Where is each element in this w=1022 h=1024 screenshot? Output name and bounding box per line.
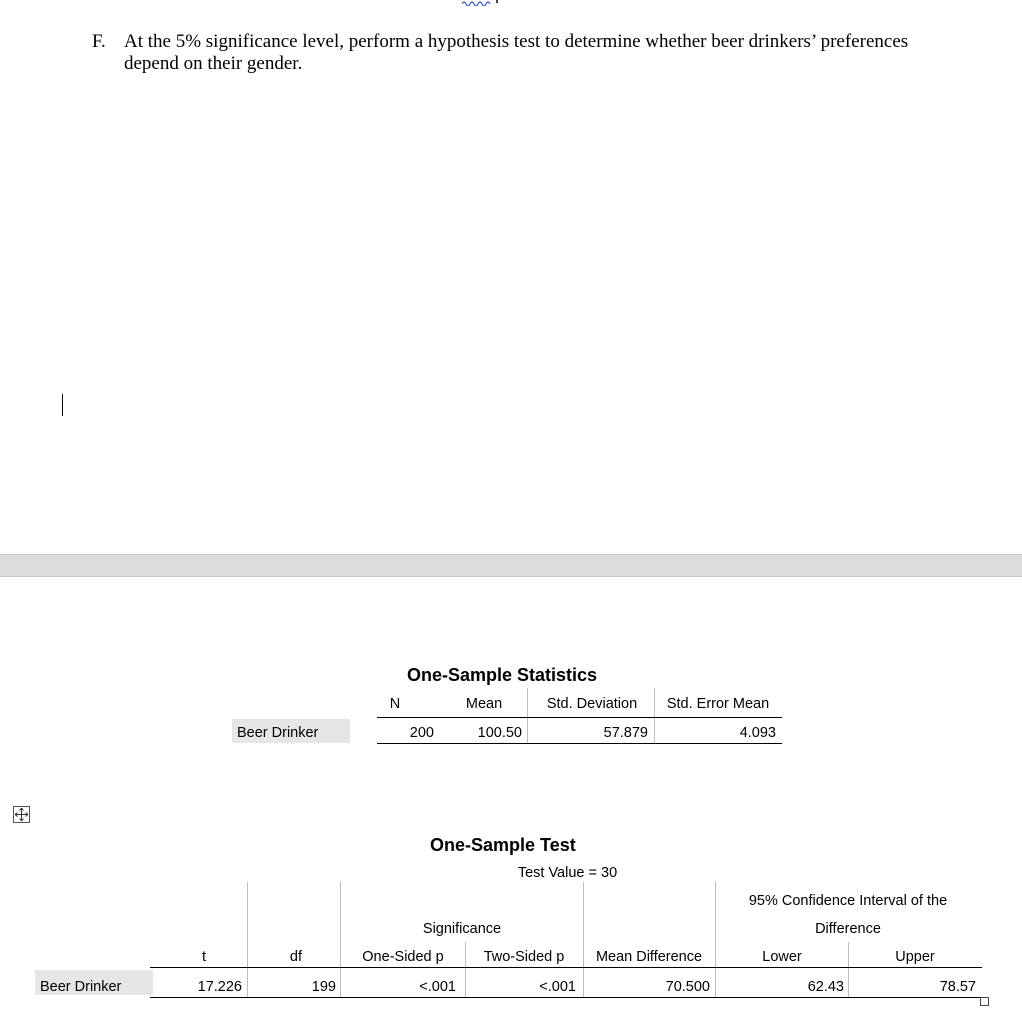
test-value-one-sided-p: <.001 bbox=[419, 979, 456, 995]
table-move-handle[interactable] bbox=[13, 806, 30, 823]
stat-value-n: 200 bbox=[409, 725, 434, 741]
test-value-df: 199 bbox=[311, 979, 336, 995]
test-header-mean-difference: Mean Difference bbox=[595, 949, 703, 965]
test-col-divider bbox=[247, 882, 248, 998]
stat-header-std-deviation: Std. Deviation bbox=[546, 696, 638, 712]
test-value-mean-difference: 70.500 bbox=[665, 979, 710, 995]
stat-header-rule bbox=[377, 717, 782, 718]
test-header-df: df bbox=[289, 949, 302, 965]
test-value-upper: 78.57 bbox=[939, 979, 976, 995]
page-separator bbox=[0, 554, 1022, 577]
stat-bottom-rule bbox=[377, 743, 782, 744]
stat-col-divider bbox=[654, 688, 655, 744]
stat-col-divider bbox=[527, 688, 528, 744]
test-bottom-rule bbox=[150, 997, 982, 998]
test-value-label: Test Value = 30 bbox=[517, 865, 618, 881]
spellcheck-squiggle bbox=[462, 0, 502, 6]
stat-value-std-error-mean: 4.093 bbox=[739, 725, 776, 741]
test-value-two-sided-p: <.001 bbox=[539, 979, 576, 995]
ci-header-line2: Difference bbox=[815, 921, 881, 937]
test-header-one-sided-p: One-Sided p bbox=[362, 949, 444, 965]
stat-header-std-error-mean: Std. Error Mean bbox=[666, 696, 770, 712]
test-value-t: 17.226 bbox=[197, 979, 242, 995]
stat-row-label: Beer Drinker bbox=[237, 725, 319, 741]
table-resize-handle[interactable] bbox=[980, 997, 989, 1006]
stat-header-n: N bbox=[389, 696, 401, 712]
test-col-divider bbox=[583, 882, 584, 998]
stat-header-mean: Mean bbox=[465, 696, 503, 712]
stat-value-mean: 100.50 bbox=[477, 725, 522, 741]
text-cursor bbox=[62, 394, 63, 416]
question-text: At the 5% significance level, perform a hypothesis test to determine whether beer drinkers’ preferences depend on their gender. bbox=[124, 31, 909, 74]
stat-value-std-deviation: 57.879 bbox=[603, 725, 648, 741]
test-header-lower: Lower bbox=[762, 949, 802, 965]
test-table-title: One-Sample Test bbox=[430, 835, 576, 855]
test-header-rule bbox=[150, 967, 982, 968]
test-col-divider bbox=[340, 882, 341, 998]
test-value-lower: 62.43 bbox=[807, 979, 844, 995]
move-arrows-icon bbox=[14, 807, 29, 822]
statistics-table-title: One-Sample Statistics bbox=[407, 665, 598, 685]
significance-header: Significance bbox=[422, 921, 502, 937]
test-header-t: t bbox=[201, 949, 206, 965]
ci-header-line1: 95% Confidence Interval of the bbox=[748, 893, 948, 909]
test-row-label: Beer Drinker bbox=[40, 979, 122, 995]
test-header-two-sided-p: Two-Sided p bbox=[483, 949, 565, 965]
question-letter: F. bbox=[92, 31, 106, 52]
test-header-upper: Upper bbox=[895, 949, 935, 965]
